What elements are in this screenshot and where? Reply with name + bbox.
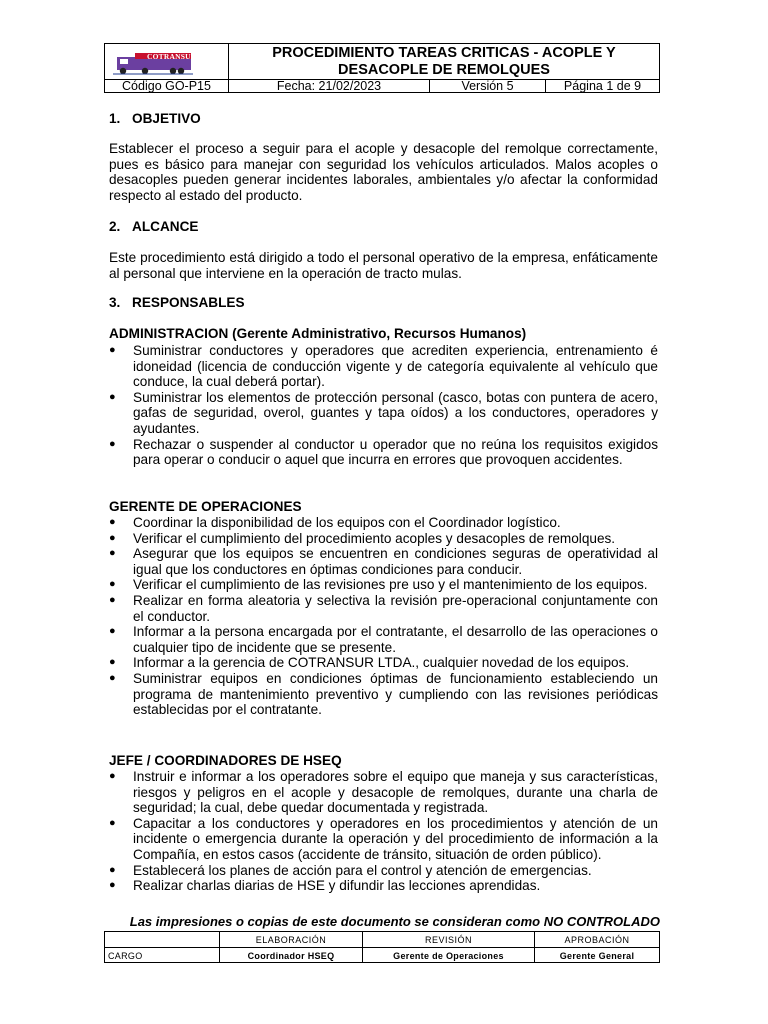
document-code: Código GO-P15	[105, 80, 229, 92]
approval-table-cargo-row	[105, 947, 659, 963]
bullet-icon: ●	[109, 671, 116, 684]
approval-aprobacion-value: Gerente General	[559, 950, 635, 961]
document-title	[229, 44, 659, 79]
list-item	[109, 593, 658, 624]
bullet-icon: ●	[109, 531, 116, 544]
section-number: 3.	[109, 295, 121, 310]
objetivo-paragraph: Establecer el proceso a seguir para el acople y desacople del remolque correctamente, pues es básico para manejar con seguridad los vehículos articulados. Malos acoples o desacoples pueden generar incidentes laborales, ambientales y/o afectar la conformidad respecto al estado del producto.	[109, 141, 658, 203]
list-item-text: Suministrar equipos en condiciones óptimas de funcionamiento estableciendo un programa de mantenimiento preventivo y cumpliendo con las revisiones periódicas establecidas por el contratante.	[133, 670, 658, 718]
list-item	[109, 577, 658, 593]
document-header	[104, 43, 660, 93]
bullet-icon: ●	[109, 863, 116, 876]
truck-logo-icon	[105, 44, 229, 79]
section-title: OBJETIVO	[132, 111, 201, 126]
list-item	[109, 878, 658, 894]
list-item	[109, 863, 658, 879]
approval-row-label: CARGO	[105, 948, 220, 963]
bullet-icon: ●	[109, 437, 116, 450]
document-date: Fecha: 21/02/2023	[229, 80, 430, 92]
approval-revision-value: Gerente de Operaciones	[363, 948, 535, 963]
bullet-icon: ●	[109, 547, 116, 560]
list-hseq	[109, 769, 658, 894]
bullet-icon: ●	[109, 879, 116, 892]
group-title-gerente-operaciones: GERENTE DE OPERACIONES	[109, 499, 302, 514]
list-administracion	[109, 343, 658, 468]
section-title: ALCANCE	[132, 219, 199, 234]
bullet-icon: ●	[109, 625, 116, 638]
list-item	[109, 546, 658, 577]
list-item-text: Establecerá los planes de acción para el control y atención de emergencias.	[133, 862, 592, 878]
list-item-text: Verificar el cumplimiento de las revisiones pre uso y el mantenimiento de los equipos.	[133, 577, 648, 593]
section-heading-alcance	[109, 219, 658, 235]
list-item-text: Asegurar que los equipos se encuentren en condiciones seguras de operatividad al igual que los conductores en óptimas condiciones para conducir.	[133, 546, 658, 577]
list-item	[109, 671, 658, 718]
bullet-icon: ●	[109, 593, 116, 606]
list-item-text: Suministrar los elementos de protección personal (casco, botas con puntera de acero, gafas de seguridad, overol, guantes y tapa oídos) a los conductores, operadores y ayudantes.	[133, 389, 658, 436]
list-item-text: Informar a la persona encargada por el contratante, el desarrollo de las operaciones o cualquier tipo de incidente que se presente.	[133, 624, 658, 655]
approval-table-header-row	[105, 932, 659, 947]
section-number: 2.	[109, 219, 121, 234]
list-item-text: Suministrar conductores y operadores que acrediten experiencia, entrenamiento é idoneidad (licencia de conducción vigente y de categoría equivalente al vehículo que conduce, la cual deberá portar).	[133, 343, 658, 390]
list-item	[109, 769, 658, 816]
section-heading-responsables	[109, 295, 658, 311]
bullet-icon: ●	[109, 344, 116, 356]
section-number: 1.	[109, 111, 121, 126]
title-line-2: DESACOPLE DE REMOLQUES	[338, 61, 550, 78]
bullet-icon: ●	[109, 516, 116, 528]
group-title-hseq: JEFE / COORDINADORES DE HSEQ	[109, 753, 342, 768]
uncontrolled-copy-note: Las impresiones o copias de este documento se consideran como NO CONTROLADO	[129, 914, 660, 929]
alcance-paragraph: Este procedimiento está dirigido a todo el personal operativo de la empresa, enfáticamente al personal que interviene en la operación de tracto mulas.	[109, 250, 658, 281]
list-item-text: Coordinar la disponibilidad de los equipos con el Coordinador logístico.	[133, 515, 561, 530]
document-version: Versión 5	[430, 80, 546, 92]
approval-table	[104, 931, 660, 963]
section-title: RESPONSABLES	[132, 295, 245, 310]
page-number: Página 1 de 9	[563, 79, 642, 93]
list-item-text: Instruir e informar a los operadores sobre el equipo que maneja y sus características, riesgos y peligros en el acople y desacople de remolques, durante una charla de seguridad; la cual, debe quedar documentada y registrada.	[133, 769, 658, 816]
list-item	[109, 531, 658, 547]
list-item-text: Realizar charlas diarias de HSE y difundir las lecciones aprendidas.	[133, 878, 541, 894]
list-gerente-operaciones	[109, 515, 658, 718]
approval-header-empty	[105, 932, 220, 947]
company-logo	[105, 44, 229, 79]
list-item-text: Capacitar a los conductores y operadores en los procedimientos y atención de un incidente o emergencia durante la operación y del procedimiento de información a la Compañía, en estos casos (accidente de tránsito, situación de orden público).	[133, 815, 658, 862]
bullet-icon: ●	[109, 816, 116, 829]
list-item	[109, 390, 658, 437]
bullet-icon: ●	[109, 390, 116, 403]
list-item	[109, 816, 658, 863]
approval-header-revision: REVISIÓN	[363, 932, 535, 947]
approval-header-elaboracion: ELABORACIÓN	[220, 932, 363, 947]
list-item-text: Verificar el cumplimiento del procedimiento acoples y desacoples de remolques.	[133, 530, 616, 546]
bullet-icon: ●	[109, 578, 116, 591]
list-item	[109, 655, 658, 671]
title-line-1: PROCEDIMIENTO TAREAS CRITICAS - ACOPLE Y	[272, 44, 616, 61]
group-title-administracion: ADMINISTRACION (Gerente Administrativo, Recursos Humanos)	[109, 326, 527, 341]
bullet-icon: ●	[109, 770, 116, 782]
list-item-text: Informar a la gerencia de COTRANSUR LTDA., cualquier novedad de los equipos.	[133, 655, 630, 671]
bullet-icon: ●	[109, 656, 116, 669]
list-item-text: Rechazar o suspender al conductor u operador que no reúna los requisitos exigidos para operar o conducir o aquel que incurra en errores que provoquen accidentes.	[133, 436, 658, 468]
list-item	[109, 624, 658, 655]
header-meta-row	[105, 79, 659, 92]
section-heading-objetivo	[109, 111, 658, 127]
logo-text: COTRANSUR	[147, 52, 197, 61]
list-item	[109, 515, 658, 531]
approval-elaboracion-value: Coordinador HSEQ	[220, 948, 363, 963]
list-item	[109, 437, 658, 468]
approval-header-aprobacion: APROBACIÓN	[564, 934, 630, 945]
list-item	[109, 343, 658, 390]
list-item-text: Realizar en forma aleatoria y selectiva la revisión pre-operacional conjuntamente con el conductor.	[133, 592, 658, 624]
